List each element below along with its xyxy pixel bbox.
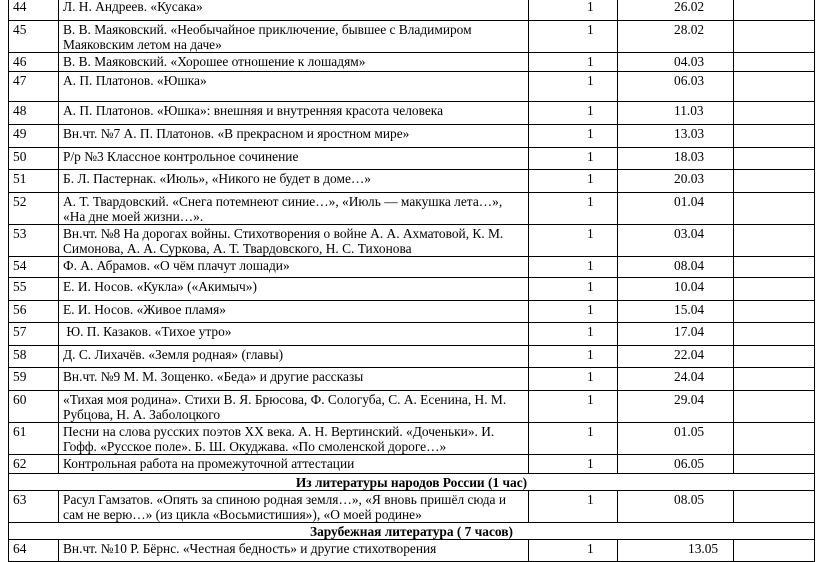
lesson-hours	[529, 0, 618, 21]
lesson-hours	[529, 225, 618, 257]
lesson-date	[618, 346, 734, 368]
date-value: 15.04	[674, 302, 705, 317]
lesson-hours	[529, 278, 618, 301]
lesson-date	[618, 125, 734, 148]
table-row	[9, 368, 815, 391]
lesson-title: «Тихая моя родина». Стихи В. Я. Брюсова, Ф. Сологуба, С. А. Есенина, Н. М. Рубцова, Н. А. Заболоцкого	[59, 391, 529, 423]
date-value: 03.04	[674, 226, 705, 241]
hours-value: 1	[587, 171, 594, 186]
notes-cell	[734, 346, 815, 368]
lesson-hours	[529, 455, 618, 474]
lesson-title: В. В. Маяковский. «Необычайное приключение, бывшее с Владимиром Маяковским летом на даче»	[59, 21, 529, 53]
lesson-number: 46	[9, 53, 59, 72]
hours-value: 1	[587, 258, 594, 273]
date-value: 22.04	[674, 347, 705, 362]
notes-cell	[734, 125, 815, 148]
table-row	[9, 346, 815, 368]
date-value: 28.02	[674, 22, 705, 37]
lesson-title: Вн.чт. №8 На дорогах войны. Стихотворения о войне А. А. Ахматовой, К. М. Симонова, А. А. Суркова, А. Т. Твардовского, Н. С. Тихонова	[59, 225, 529, 257]
date-value: 01.04	[674, 194, 705, 209]
hours-value: 1	[587, 347, 594, 362]
lesson-title: Е. И. Носов. «Кукла» («Акимыч»)	[59, 278, 529, 301]
date-value: 11.03	[674, 103, 704, 118]
hours-value: 1	[587, 22, 594, 37]
table-row	[9, 0, 815, 21]
lesson-number: 60	[9, 391, 59, 423]
lesson-hours	[529, 346, 618, 368]
lesson-title: А. П. Платонов. «Юшка»: внешняя и внутренняя красота человека	[59, 102, 529, 125]
hours-value: 1	[587, 369, 594, 384]
date-value: 17.04	[674, 324, 705, 339]
hours-value: 1	[587, 103, 594, 118]
lesson-title: Р/р №3 Классное контрольное сочинение	[59, 148, 529, 170]
lesson-hours	[529, 491, 618, 523]
lesson-plan-table	[8, 0, 815, 562]
date-value: 13.03	[674, 126, 705, 141]
lesson-number: 52	[9, 193, 59, 225]
notes-cell	[734, 423, 815, 455]
hours-value: 1	[587, 324, 594, 339]
lesson-number: 57	[9, 323, 59, 346]
table-row	[9, 125, 815, 148]
table-row	[9, 323, 815, 346]
date-value: 06.03	[674, 73, 705, 88]
table-row	[9, 148, 815, 170]
lesson-number: 54	[9, 257, 59, 278]
lesson-hours	[529, 368, 618, 391]
notes-cell	[734, 455, 815, 474]
lesson-hours	[529, 391, 618, 423]
lesson-hours	[529, 148, 618, 170]
table-row	[9, 257, 815, 278]
lesson-date	[618, 491, 734, 523]
lesson-hours	[529, 102, 618, 125]
lesson-number: 45	[9, 21, 59, 53]
notes-cell	[734, 193, 815, 225]
lesson-number: 50	[9, 148, 59, 170]
hours-value: 1	[587, 424, 594, 439]
date-value: 06.05	[674, 456, 705, 471]
date-value: 29.04	[674, 392, 705, 407]
notes-cell	[734, 72, 815, 102]
hours-value: 1	[587, 226, 594, 241]
lesson-number: 47	[9, 72, 59, 102]
hours-value: 1	[587, 126, 594, 141]
lesson-number: 62	[9, 455, 59, 474]
date-value: 08.05	[674, 492, 705, 507]
lesson-date	[618, 391, 734, 423]
lesson-title: Расул Гамзатов. «Опять за спиною родная земля…», «Я вновь пришёл сюда и сам не верю…» (из цикла «Восьмистишия»), «О моей родине»	[59, 491, 529, 523]
date-value: 18.03	[674, 149, 705, 164]
lesson-hours	[529, 53, 618, 72]
date-value: 24.04	[674, 369, 705, 384]
lesson-number: 56	[9, 301, 59, 323]
notes-cell	[734, 170, 815, 193]
date-value: 13.05	[688, 541, 719, 556]
notes-cell	[734, 368, 815, 391]
lesson-date	[618, 102, 734, 125]
notes-cell	[734, 278, 815, 301]
lesson-number: 51	[9, 170, 59, 193]
table-row	[9, 491, 815, 523]
lesson-number: 53	[9, 225, 59, 257]
lesson-number: 63	[9, 491, 59, 523]
lesson-title: Б. Л. Пастернак. «Июль», «Никого не будет в доме…»	[59, 170, 529, 193]
table-row	[9, 278, 815, 301]
lesson-title: Вн.чт. №9 М. М. Зощенко. «Беда» и другие рассказы	[59, 368, 529, 391]
hours-value: 1	[587, 54, 594, 69]
lesson-hours	[529, 170, 618, 193]
lesson-number: 59	[9, 368, 59, 391]
notes-cell	[734, 21, 815, 53]
lesson-hours	[529, 540, 618, 562]
section-heading: Зарубежная литература ( 7 часов)	[9, 523, 815, 540]
lesson-date	[618, 423, 734, 455]
lesson-date	[618, 148, 734, 170]
table-row	[9, 21, 815, 53]
date-value: 04.03	[674, 54, 705, 69]
lesson-hours	[529, 125, 618, 148]
hours-value: 1	[587, 0, 594, 14]
notes-cell	[734, 148, 815, 170]
notes-cell	[734, 540, 815, 562]
lesson-title: А. П. Платонов. «Юшка»	[59, 72, 529, 102]
lesson-title: Ю. П. Казаков. «Тихое утро»	[59, 323, 529, 346]
lesson-hours	[529, 301, 618, 323]
lesson-title: Д. С. Лихачёв. «Земля родная» (главы)	[59, 346, 529, 368]
lesson-hours	[529, 257, 618, 278]
table-row	[9, 53, 815, 72]
lesson-date	[618, 455, 734, 474]
lesson-title: А. Т. Твардовский. «Снега потемнеют синие…», «Июль — макушка лета…», «На дне моей жизни…».	[59, 193, 529, 225]
lesson-hours	[529, 193, 618, 225]
lesson-title: Вн.чт. №10 Р. Бёрнс. «Честная бедность» и другие стихотворения	[59, 540, 529, 562]
table-row	[9, 301, 815, 323]
lesson-title: Контрольная работа на промежуточной аттестации	[59, 455, 529, 474]
table-row	[9, 193, 815, 225]
date-value: 08.04	[674, 258, 705, 273]
table-row	[9, 423, 815, 455]
section-header-row	[9, 523, 815, 540]
notes-cell	[734, 0, 815, 21]
hours-value: 1	[587, 456, 594, 471]
lesson-date	[618, 21, 734, 53]
table-row	[9, 540, 815, 562]
table-row	[9, 170, 815, 193]
hours-value: 1	[587, 194, 594, 209]
lesson-title: Е. И. Носов. «Живое пламя»	[59, 301, 529, 323]
date-value: 26.02	[674, 0, 705, 14]
notes-cell	[734, 491, 815, 523]
lesson-date	[618, 53, 734, 72]
table-row	[9, 455, 815, 474]
hours-value: 1	[587, 392, 594, 407]
lesson-number: 64	[9, 540, 59, 562]
lesson-hours	[529, 21, 618, 53]
lesson-date	[618, 301, 734, 323]
lesson-date	[618, 0, 734, 21]
hours-value: 1	[587, 492, 594, 507]
lesson-title: Ф. А. Абрамов. «О чём плачут лошади»	[59, 257, 529, 278]
lesson-number: 44	[9, 0, 59, 21]
lesson-date	[618, 323, 734, 346]
lesson-date	[618, 257, 734, 278]
notes-cell	[734, 225, 815, 257]
hours-value: 1	[587, 73, 594, 88]
lesson-date	[618, 193, 734, 225]
date-value: 10.04	[674, 279, 705, 294]
lesson-number: 61	[9, 423, 59, 455]
notes-cell	[734, 53, 815, 72]
table-row	[9, 225, 815, 257]
date-value: 20.03	[674, 171, 705, 186]
notes-cell	[734, 391, 815, 423]
lesson-date	[618, 368, 734, 391]
notes-cell	[734, 102, 815, 125]
lesson-number: 55	[9, 278, 59, 301]
lesson-date	[618, 170, 734, 193]
lesson-title: Песни на слова русских поэтов XX века. А. Н. Вертинский. «Доченьки». И. Гофф. «Русское поле». Б. Ш. Окуджава. «По смоленской дороге…»	[59, 423, 529, 455]
hours-value: 1	[587, 149, 594, 164]
lesson-number: 49	[9, 125, 59, 148]
lesson-hours	[529, 423, 618, 455]
table-row	[9, 391, 815, 423]
notes-cell	[734, 301, 815, 323]
hours-value: 1	[587, 302, 594, 317]
notes-cell	[734, 323, 815, 346]
section-header-row	[9, 474, 815, 491]
table-row	[9, 102, 815, 125]
lesson-title: Л. Н. Андреев. «Кусака»	[59, 0, 529, 21]
table-row	[9, 72, 815, 102]
date-value: 01.05	[674, 424, 705, 439]
lesson-number: 58	[9, 346, 59, 368]
hours-value: 1	[587, 279, 594, 294]
lesson-hours	[529, 72, 618, 102]
lesson-title: Вн.чт. №7 А. П. Платонов. «В прекрасном и яростном мире»	[59, 125, 529, 148]
section-heading: Из литературы народов России (1 час)	[9, 474, 815, 491]
lesson-date	[618, 72, 734, 102]
lesson-date	[618, 225, 734, 257]
lesson-title: В. В. Маяковский. «Хорошее отношение к лошадям»	[59, 53, 529, 72]
hours-value: 1	[587, 541, 594, 556]
lesson-date	[618, 278, 734, 301]
lesson-date	[618, 540, 734, 562]
notes-cell	[734, 257, 815, 278]
lesson-number: 48	[9, 102, 59, 125]
lesson-hours	[529, 323, 618, 346]
